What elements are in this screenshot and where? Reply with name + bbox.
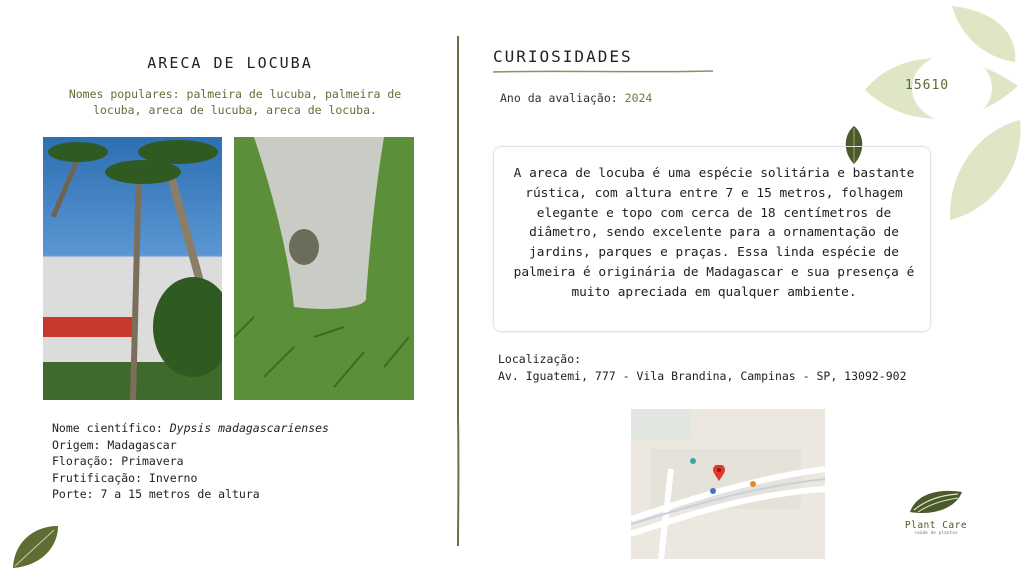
popular-names: Nomes populares: palmeira de lucuba, palmeira de locuba, areca de lucuba, areca de locuba. (68, 87, 402, 117)
leaf-decoration-bottom (8, 522, 62, 572)
evaluation-year: Ano da avaliação: 2024 (500, 91, 653, 105)
brand-leaf-icon (908, 486, 964, 516)
curiosities-text: A areca de locuba é uma espécie solitária e bastante rústica, com altura entre 7 e 15 metros, folhagem elegante e topo com cerca de 18 centímetros de diâmetro, sendo excelente para a ornamentação de jardins, parques e praças. Essa linda espécie de palmeira é originária de Madagascar e sua presença é muito apreciada em qualquer ambiente. (513, 166, 915, 300)
plant-info (52, 420, 329, 503)
location-map[interactable] (631, 409, 825, 559)
title-underline (493, 70, 713, 73)
location-address: Av. Iguatemi, 777 - Vila Brandina, Campinas - SP, 13092-902 (498, 369, 907, 383)
plant-title: ARECA DE LOCUBA (147, 54, 313, 72)
scientific-name-row: Nome científico: Dypsis madagascarienses (52, 421, 329, 435)
location-label: Localização: (498, 352, 582, 366)
map-pin-icon (713, 465, 725, 481)
fruiting: Frutificação: Inverno (52, 470, 198, 485)
brand-logo (896, 486, 976, 536)
flowering: Floração: Primavera (52, 454, 184, 468)
photo-palm-trees (43, 137, 222, 400)
brand-subtitle: saúde de plantas (914, 531, 958, 536)
brand-name: Plant Care (904, 520, 968, 531)
evaluation-year-value: 2024 (624, 91, 653, 105)
plant-size: Porte: 7 a 15 metros de altura (52, 487, 260, 501)
code-badge: 15610 (905, 78, 950, 93)
origin: Origem: Madagascar (52, 437, 177, 452)
scientific-name: Dypsis madagascarienses (169, 421, 329, 435)
vertical-divider (456, 36, 460, 546)
photo-palm-trunk (234, 137, 414, 400)
curiosities-title: CURIOSIDADES (493, 47, 633, 66)
